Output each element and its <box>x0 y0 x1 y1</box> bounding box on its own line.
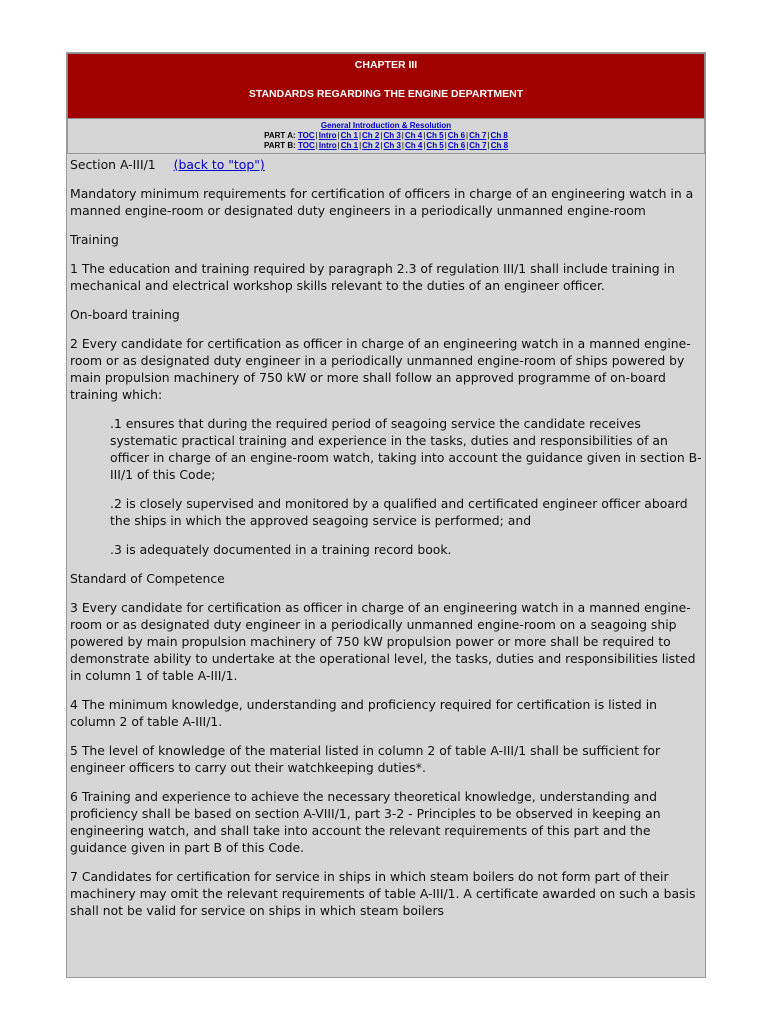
nav-separator: | <box>487 131 490 140</box>
nav-separator: | <box>337 141 340 150</box>
part-a-link-ch-4[interactable]: Ch 4 <box>404 131 423 140</box>
part-b-link-ch-2[interactable]: Ch 2 <box>362 141 380 150</box>
part-a-link-ch-7[interactable]: Ch 7 <box>469 131 487 140</box>
part-a-link-toc[interactable]: TOC <box>297 131 315 140</box>
paragraph-2: 2 Every candidate for certification as officer in charge of an engineering watch in a manned engine-room or as designated duty engineer in a periodically unmanned engine-room of ships powered by main propulsion machinery of 750 kW or more shall follow an approved programme of on-board training which: <box>70 336 691 402</box>
heading-training: Training <box>70 232 119 247</box>
nav-separator: | <box>444 141 447 150</box>
part-a-link-ch-2[interactable]: Ch 2 <box>362 131 380 140</box>
nav-separator: | <box>487 141 490 150</box>
part-b-link-ch-5[interactable]: Ch 5 <box>426 141 444 150</box>
chapter-number: CHAPTER III <box>354 59 418 71</box>
section-line <box>70 156 703 173</box>
section-title: Section A-III/1 <box>70 157 156 172</box>
part-a-link-ch-6[interactable]: Ch 6 <box>447 131 466 140</box>
part-b-link-ch-8[interactable]: Ch 8 <box>490 141 509 150</box>
part-a-link-intro[interactable]: Intro <box>318 131 337 140</box>
heading-standard-of-competence: Standard of Competence <box>70 571 225 586</box>
paragraph-5: 5 The level of knowledge of the material listed in column 2 of table A-III/1 shall be sufficient for engineer officers to carry out their watchkeeping duties*. <box>70 743 661 775</box>
part-b-link-ch-6[interactable]: Ch 6 <box>447 141 466 150</box>
document-page <box>66 52 706 978</box>
part-b-link-toc[interactable]: TOC <box>298 141 315 150</box>
part-b-link-ch-3[interactable]: Ch 3 <box>383 141 401 150</box>
section-content <box>67 154 705 919</box>
nav-separator: | <box>466 131 469 140</box>
subparagraph-3: .3 is adequately documented in a training record book. <box>110 542 452 557</box>
subparagraph-2: .2 is closely supervised and monitored by a qualified and certificated engineer officer aboard the ships in which the approved seagoing service is performed; and <box>110 496 688 528</box>
part-b-nav-row <box>68 141 704 151</box>
paragraph-7: 7 Candidates for certification for service in ships in which steam boilers do not form part of their machinery may omit the relevant requirements of table A-III/1. A certificate awarded on such a basis shall not be valid for service on ships in which steam boilers <box>70 869 696 918</box>
nav-separator: | <box>401 131 404 140</box>
nav-separator: | <box>358 131 362 140</box>
heading-onboard-training: On-board training <box>70 307 180 322</box>
nav-separator: | <box>315 131 318 140</box>
part-a-nav-row <box>68 131 704 141</box>
part-a-link-ch-8[interactable]: Ch 8 <box>490 131 508 140</box>
nav-separator: | <box>444 131 447 140</box>
part-b-link-ch-1[interactable]: Ch 1 <box>340 141 359 150</box>
chapter-header <box>67 53 705 119</box>
subparagraph-1: .1 ensures that during the required period of seagoing service the candidate receives systematic practical training and experience in the tasks, duties and responsibilities of an officer in charge of an engine-room watch, taking into account the guidance given in section B-III/1 of this Code; <box>110 416 702 482</box>
part-a-link-ch-1[interactable]: Ch 1 <box>340 131 358 140</box>
chapter-navigation <box>67 119 705 154</box>
nav-separator: | <box>380 141 383 150</box>
part-a-link-ch-3[interactable]: Ch 3 <box>383 131 401 140</box>
paragraph-4: 4 The minimum knowledge, understanding and proficiency required for certification is listed in column 2 of table A-III/1. <box>70 697 658 729</box>
nav-separator: | <box>337 131 340 140</box>
nav-separator: | <box>466 141 469 150</box>
part-b-link-ch-4[interactable]: Ch 4 <box>405 141 423 150</box>
section-intro: Mandatory minimum requirements for certification of officers in charge of an engineering watch in a manned engine-room or designated duty engineers in a periodically unmanned engine-room <box>70 186 694 218</box>
back-to-top-link[interactable]: (back to "top") <box>173 157 265 172</box>
part-b-link-ch-7[interactable]: Ch 7 <box>469 141 487 150</box>
general-introduction-link[interactable]: General Introduction & Resolution <box>320 121 452 130</box>
paragraph-1: 1 The education and training required by paragraph 2.3 of regulation III/1 shall include training in mechanical and electrical workshop skills relevant to the duties of an engineer officer. <box>70 261 675 293</box>
nav-separator: | <box>423 131 426 140</box>
part-a-label: PART A: <box>264 131 296 140</box>
nav-separator: | <box>380 131 383 140</box>
part-b-links <box>298 141 508 150</box>
nav-separator: | <box>359 141 362 150</box>
nav-separator: | <box>401 141 404 150</box>
paragraph-3: 3 Every candidate for certification as officer in charge of an engineering watch in a manned engine-room or as designated duty engineer in a periodically unmanned engine-room on a seagoing ship powered by main propulsion machinery of 750 kW propulsion power or more shall be required to demonstrate ability to undertake at the operational level, the tasks, duties and responsibilities listed in column 1 of table A-III/1. <box>70 600 696 683</box>
nav-separator: | <box>423 141 426 150</box>
part-a-link-ch-5[interactable]: Ch 5 <box>426 131 444 140</box>
paragraph-6: 6 Training and experience to achieve the necessary theoretical knowledge, understanding and proficiency shall be based on section A-VIII/1, part 3-2 - Principles to be observed in keeping an engineering watch, and shall take into account the relevant requirements of this part and the guidance given in part B of this Code. <box>70 789 661 855</box>
part-b-link-intro[interactable]: Intro <box>318 141 337 150</box>
chapter-title: STANDARDS REGARDING THE ENGINE DEPARTMENT <box>248 88 524 100</box>
part-a-links <box>298 131 508 140</box>
part-b-label: PART B: <box>263 141 296 150</box>
nav-separator: | <box>315 141 318 150</box>
